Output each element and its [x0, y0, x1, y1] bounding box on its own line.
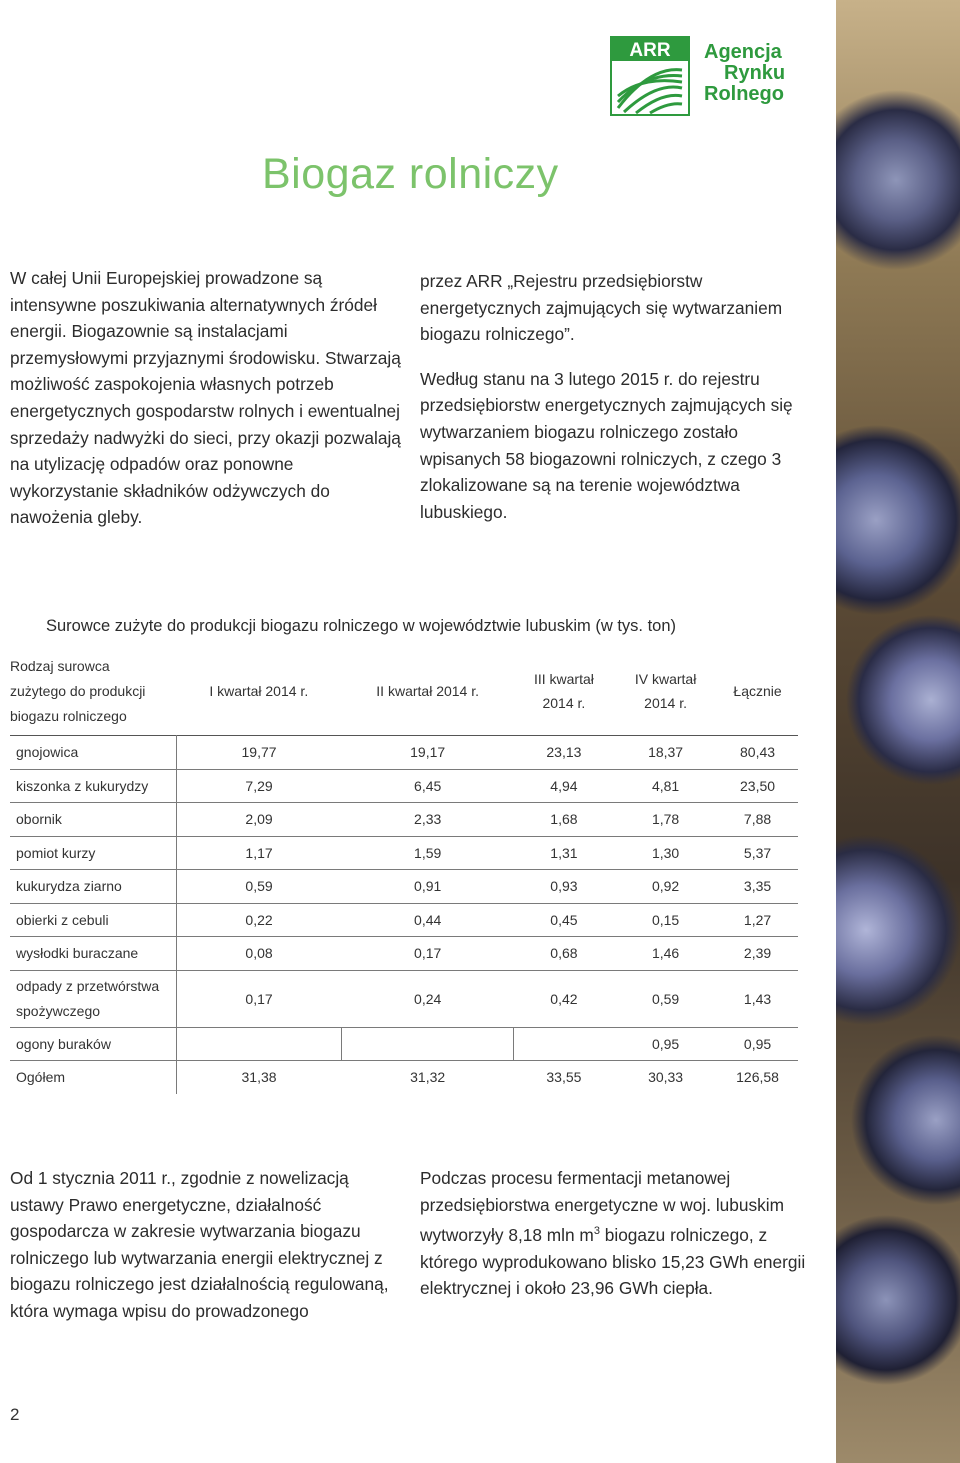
- cell-total: 3,35: [717, 870, 798, 904]
- table-row: [10, 970, 798, 1027]
- table-row: [10, 769, 798, 803]
- cell-q3: 0,45: [514, 903, 614, 937]
- cell-q4: 30,33: [648, 1069, 684, 1086]
- arr-logo-mark: [610, 36, 690, 116]
- header-q3-line-1: III kwartał: [533, 671, 594, 687]
- header-material-line-1: Rodzaj surowca: [10, 657, 110, 674]
- cell-q2: [342, 1027, 514, 1061]
- page-title: Biogaz rolniczy: [262, 150, 559, 198]
- cell-q4: 18,37: [614, 736, 717, 770]
- cell-q3: 1,31: [514, 836, 614, 870]
- cell-total: 5,37: [717, 836, 798, 870]
- cell-q3: 23,13: [514, 736, 614, 770]
- cell-q1: [176, 1027, 342, 1061]
- header-q4-line-2: 2014 r.: [644, 695, 687, 711]
- cell-q1: 2,09: [176, 803, 342, 837]
- logo-line-2: Rynku: [724, 62, 786, 84]
- cell-q3: 0,68: [514, 937, 614, 971]
- header-q2: II kwartał 2014 r.: [376, 683, 480, 699]
- header-q3-line-2: 2014 r.: [542, 695, 586, 711]
- header-q1: I kwartał 2014 r.: [209, 683, 309, 699]
- bottom-right-column: [420, 1165, 812, 1302]
- cell-q1: 0,17: [176, 970, 342, 1027]
- cell-total: 7,88: [717, 803, 798, 837]
- row-label: kiszonka z kukurydzy: [10, 769, 176, 803]
- cell-q3: 33,55: [546, 1069, 582, 1086]
- cell-q4: 0,95: [614, 1027, 717, 1061]
- cell-q2: 0,24: [342, 970, 514, 1027]
- bottom-right-text-a: Podczas procesu fermentacji metanowej przedsiębiorstwa energetyczne w woj. lubuskim wytworzyły 8,18 mln m: [420, 1168, 785, 1245]
- header-total: Łącznie: [733, 683, 782, 699]
- row-label-line-1: odpady z przetwórstwa: [16, 977, 160, 994]
- header-q4: [614, 647, 717, 736]
- table-total-row: [10, 1061, 798, 1094]
- cell-q2: 1,59: [342, 836, 514, 870]
- cell-q2: 6,45: [342, 769, 514, 803]
- table-row: [10, 903, 798, 937]
- intro-right-column: [420, 268, 812, 525]
- row-label: kukurydza ziarno: [10, 870, 176, 904]
- arr-logo: [610, 36, 810, 118]
- page-number: 2: [10, 1405, 20, 1424]
- bottom-right-text-b: biogazu rolniczego, z którego wyprodukowano blisko 15,23 GWh energii elektrycznej i około 23,96 GWh ciepła.: [420, 1224, 806, 1299]
- cell-q2: 19,17: [342, 736, 514, 770]
- cell-q4: 0,15: [614, 903, 717, 937]
- cell-q2: 0,91: [342, 870, 514, 904]
- row-label: wysłodki buraczane: [10, 937, 176, 971]
- row-label-line-2: spożywczego: [16, 1002, 101, 1019]
- row-label: gnojowica: [10, 736, 176, 770]
- cell-q1: 1,17: [176, 836, 342, 870]
- cell-q4: 1,78: [614, 803, 717, 837]
- cell-total: 126,58: [736, 1069, 779, 1086]
- header-q4-line-1: IV kwartał: [634, 671, 697, 687]
- row-label: obierki z cebuli: [10, 903, 176, 937]
- cell-q3: 1,68: [514, 803, 614, 837]
- cell-q3: 4,94: [514, 769, 614, 803]
- cell-q1: 0,08: [176, 937, 342, 971]
- row-label: ogony buraków: [10, 1027, 176, 1061]
- cell-q4: 1,46: [614, 937, 717, 971]
- table-header-row: [10, 647, 798, 736]
- table-row: [10, 836, 798, 870]
- cell-total: 1,43: [717, 970, 798, 1027]
- cell-total: 80,43: [717, 736, 798, 770]
- cell-q4: 4,81: [614, 769, 717, 803]
- bottom-right-text: [420, 1165, 812, 1302]
- cell-total: 2,39: [717, 937, 798, 971]
- bottom-left-text: Od 1 stycznia 2011 r., zgodnie z nowelizacją ustawy Prawo energetyczne, działalność gospodarcza w zakresie wytwarzania biogazu rolniczego lub wytwarzania energii elektrycznej z biogazu rolniczego jest działalnością regulowaną, która wymaga wpisu do prowadzonego: [10, 1168, 389, 1321]
- logo-line-1: Agencja: [704, 41, 782, 63]
- header-material-line-2: zużytego do produkcji: [10, 682, 146, 699]
- cell-q3: [514, 1027, 614, 1061]
- intro-left-column: [10, 265, 402, 531]
- header-material: [10, 647, 176, 736]
- cell-q3: 0,42: [514, 970, 614, 1027]
- intro-left-text: W całej Unii Europejskiej prowadzone są intensywne poszukiwania alternatywnych źródeł energii. Biogazownie są instalacjami przemysłowymi przyjaznymi środowisku. Stwarzają możliwość zaspokojenia własnych potrzeb energetycznych gospodarstw rolnych i ewentualnej sprzedaży nadwyżki do sieci, przy okazji pozwalają na utylizację odpadów oraz ponowne wykorzystanie składników odżywczych do nawożenia gleby.: [10, 268, 401, 528]
- arr-logo-name: [704, 42, 785, 105]
- header-q3: [514, 647, 614, 736]
- row-label: [10, 970, 176, 1027]
- cell-q2: 31,32: [410, 1069, 446, 1086]
- cell-q3: 0,93: [514, 870, 614, 904]
- row-label: pomiot kurzy: [10, 836, 176, 870]
- table-row: [10, 1027, 798, 1061]
- cell-q1: 31,38: [241, 1069, 277, 1086]
- cell-total: 23,50: [717, 769, 798, 803]
- table-row: [10, 736, 798, 770]
- cell-q1: 19,77: [176, 736, 342, 770]
- cell-total: 0,95: [717, 1027, 798, 1061]
- cell-q1: 0,59: [176, 870, 342, 904]
- cell-q4: 0,92: [614, 870, 717, 904]
- biogas-raw-materials-table: [10, 647, 798, 1094]
- cell-q2: 0,44: [342, 903, 514, 937]
- table-caption: Surowce zużyte do produkcji biogazu rolniczego w województwie lubuskim (w tys. ton): [46, 617, 677, 635]
- grapes-photo: [836, 0, 960, 1463]
- cell-q4: 0,59: [614, 970, 717, 1027]
- superscript-3: 3: [593, 1225, 600, 1238]
- logo-line-3: Rolnego: [704, 83, 784, 105]
- row-label: Ogółem: [10, 1061, 176, 1094]
- cell-q2: 0,17: [342, 937, 514, 971]
- cell-q1: 7,29: [176, 769, 342, 803]
- bottom-left-column: [10, 1165, 402, 1325]
- table-row: [10, 803, 798, 837]
- cell-q1: 0,22: [176, 903, 342, 937]
- arr-logo-letters: ARR: [629, 40, 671, 61]
- cell-total: 1,27: [717, 903, 798, 937]
- cell-q2: 2,33: [342, 803, 514, 837]
- intro-right-text-1: przez ARR „Rejestru przedsiębiorstw energetycznych zajmujących się wytwarzaniem biogazu rolniczego”.: [420, 271, 783, 345]
- intro-right-text-2: Według stanu na 3 lutego 2015 r. do rejestru przedsiębiorstw energetycznych zajmujących się wytwarzaniem biogazu rolniczego zostało wpisanych 58 biogazowni rolniczych, z czego 3 zlokalizowane są na terenie województwa lubuskiego.: [420, 368, 793, 522]
- header-material-line-3: biogazu rolniczego: [10, 707, 127, 724]
- table-row: [10, 870, 798, 904]
- row-label: obornik: [10, 803, 176, 837]
- table-row: [10, 937, 798, 971]
- cell-q4: 1,30: [614, 836, 717, 870]
